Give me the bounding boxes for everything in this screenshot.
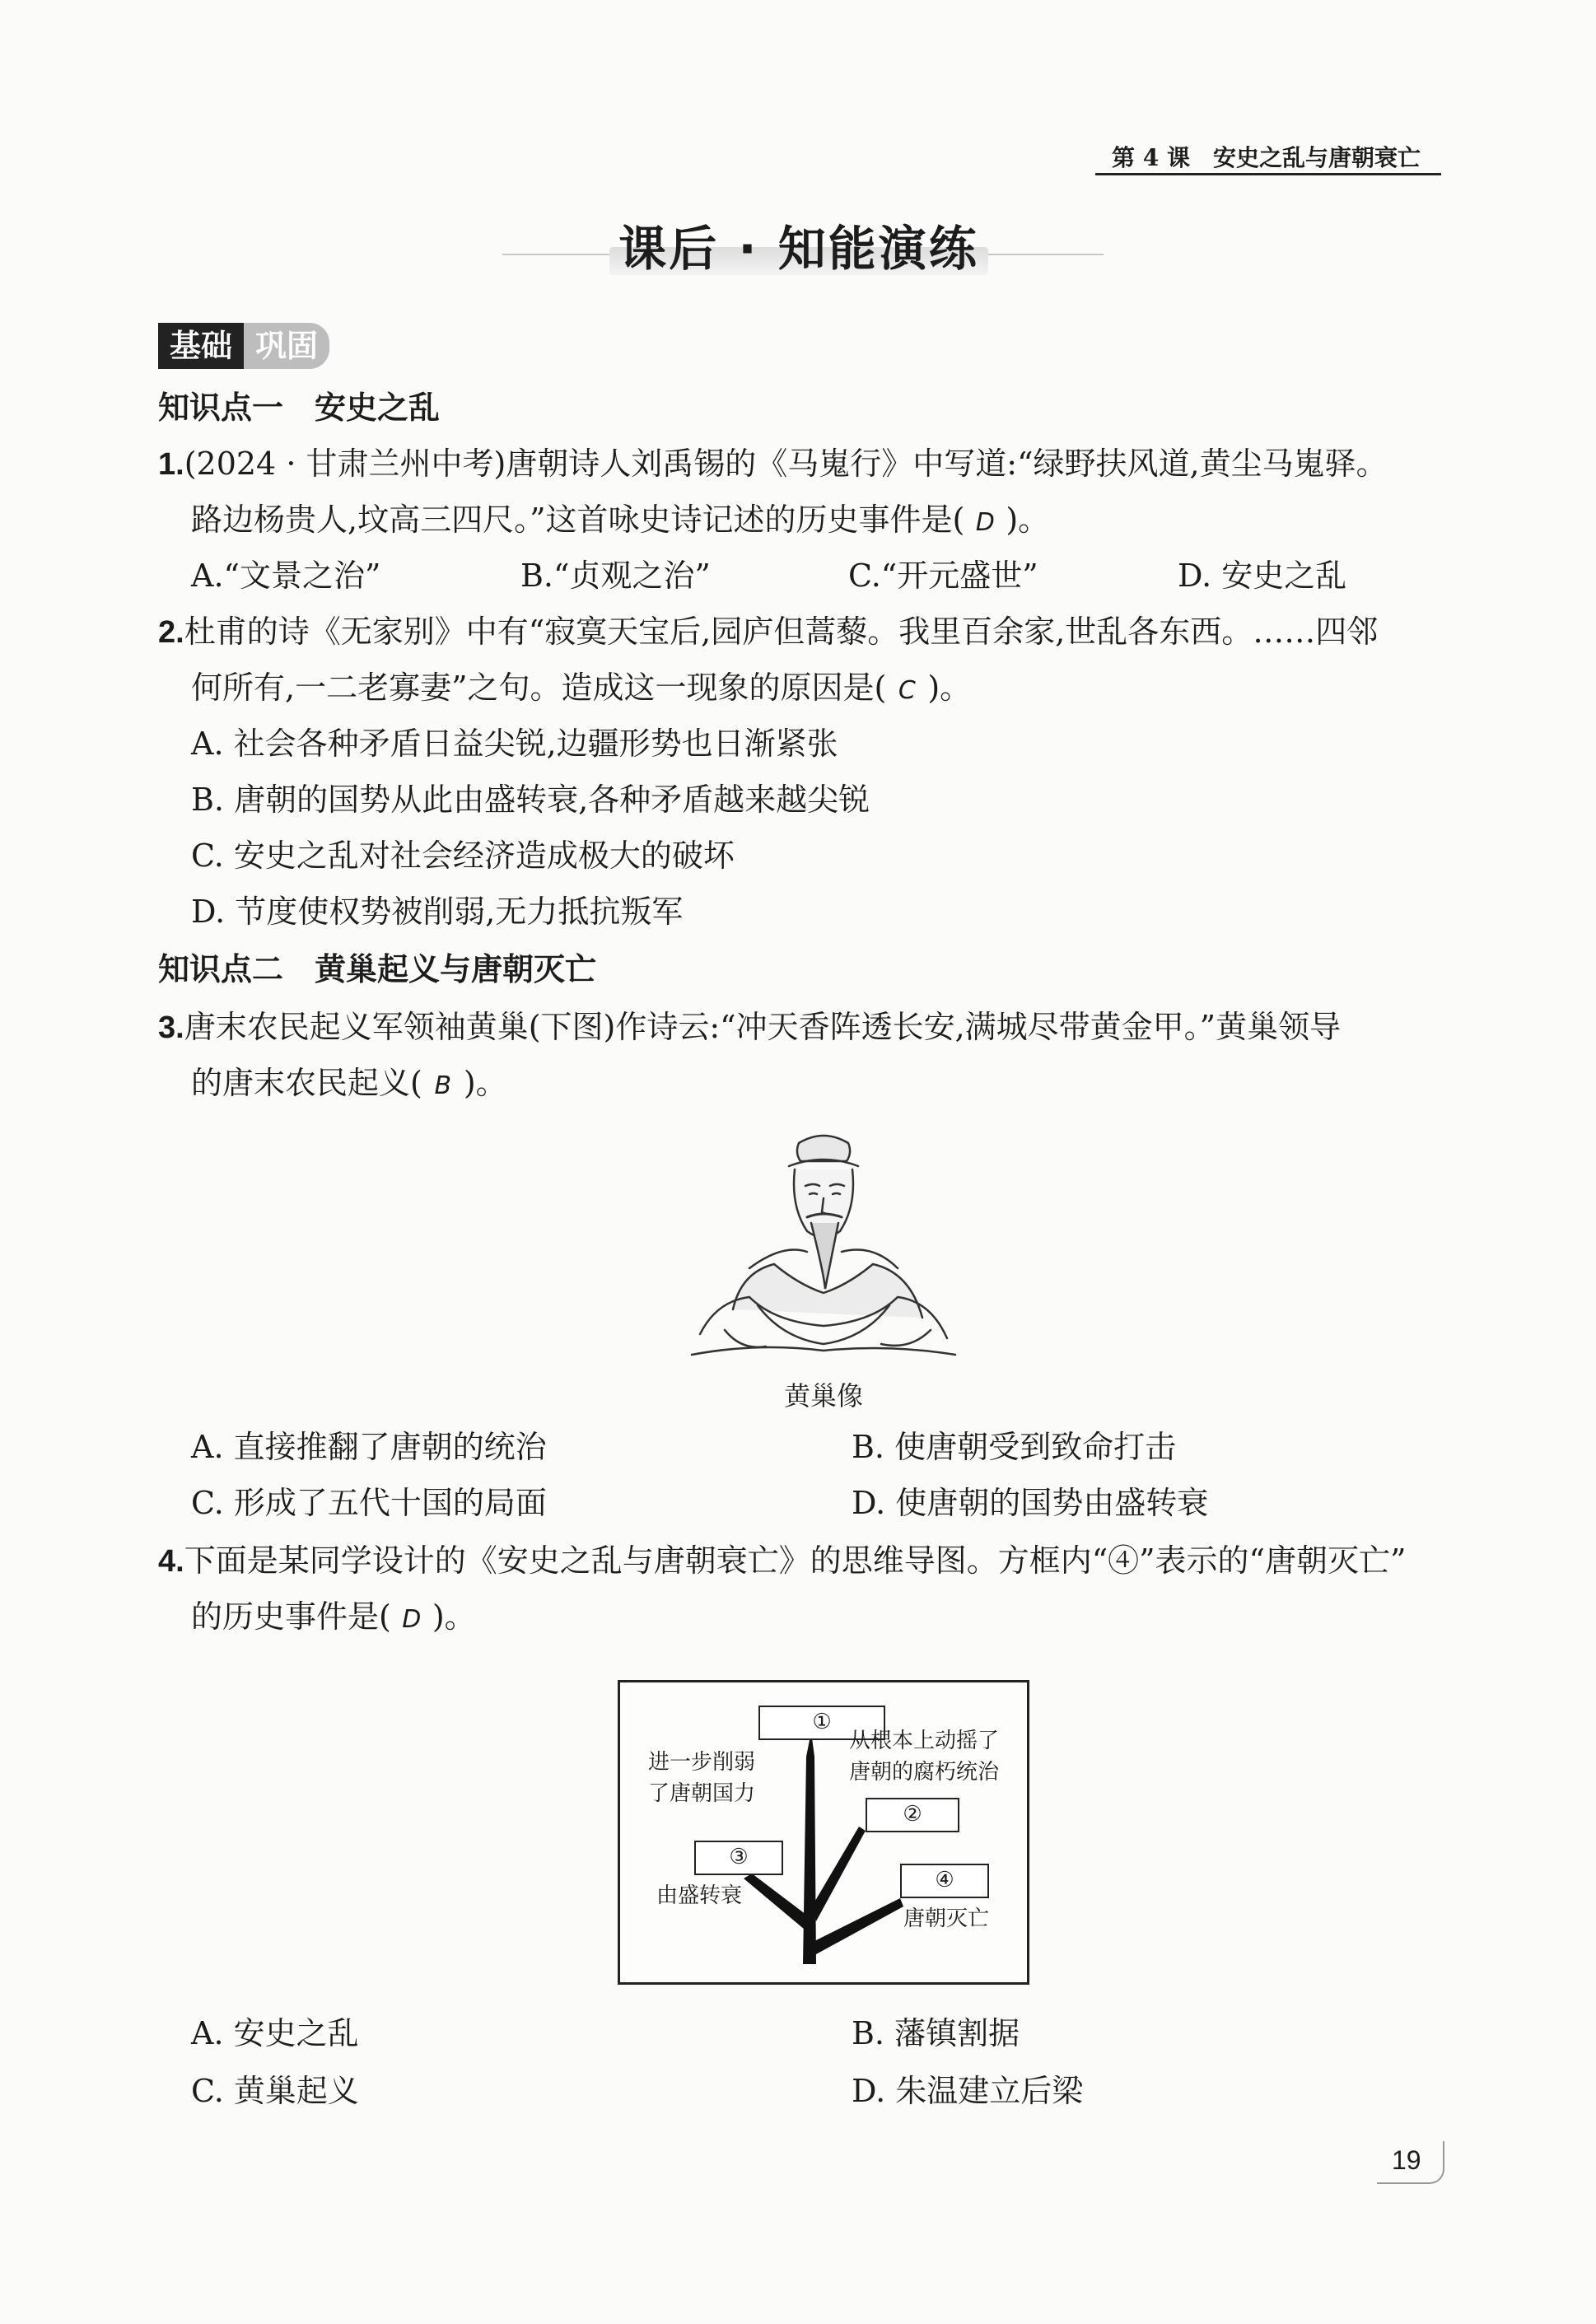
- mind-map-label-d: 唐朝灭亡: [903, 1906, 990, 1931]
- question-2-text-2: 何所有,一二老寡妻”之句。造成这一现象的原因是(: [191, 670, 887, 706]
- section-badge-part2: 巩固: [244, 323, 329, 369]
- mind-map-box-2: ②: [866, 1798, 959, 1832]
- banner-title: 课后 · 知能演练: [618, 221, 979, 277]
- huang-chao-portrait: [684, 1128, 964, 1367]
- portrait-caption: 黄巢像: [783, 1380, 863, 1412]
- question-2-line-1: [158, 611, 1378, 653]
- mind-map-box-3: ③: [694, 1841, 783, 1875]
- mind-map-label-a-2: 了唐朝国力: [648, 1781, 756, 1806]
- question-4-text-1: 下面是某同学设计的《安史之乱与唐朝衰亡》的思维导图。方框内“④”表示的“唐朝灭亡”: [184, 1542, 1407, 1579]
- lesson-header: 第 4 课 安史之乱与唐朝衰亡: [1112, 144, 1421, 171]
- question-1-number: 1.: [158, 447, 184, 482]
- question-4-option-a: A. 安史之乱: [191, 2015, 359, 2051]
- mind-map-box-1: ①: [758, 1706, 885, 1740]
- question-1-text-2: 路边杨贵人,坟高三四尺。”这首咏史诗记述的历史事件是(: [191, 502, 965, 538]
- question-1-option-c: C.“开元盛世”: [848, 558, 1038, 594]
- question-3-line-1: [158, 1006, 1341, 1048]
- header-rule: [1095, 173, 1441, 175]
- question-1-tail: )。: [1006, 502, 1050, 538]
- mind-map: [618, 1680, 1029, 1985]
- question-2-line-2: [191, 667, 971, 712]
- question-3-option-b: B. 使唐朝受到致命打击: [852, 1429, 1177, 1465]
- question-1-option-a: A.“文景之治”: [191, 558, 381, 594]
- mind-map-label-a-1: 进一步削弱: [648, 1750, 756, 1775]
- question-2-option-a: A. 社会各种矛盾日益尖锐,边疆形势也日渐紧张: [191, 726, 838, 762]
- question-4-line-1: [158, 1540, 1406, 1582]
- question-2-option-c: C. 安史之乱对社会经济造成极大的破坏: [191, 838, 735, 874]
- question-3-text-1: 唐末农民起义军领袖黄巢(下图)作诗云:“冲天香阵透长安,满城尽带黄金甲。”黄巢领导: [184, 1009, 1342, 1045]
- question-3-text-2: 的唐末农民起义(: [191, 1065, 422, 1101]
- question-2-number: 2.: [158, 615, 184, 650]
- knowledge-point-1: 知识点一 安史之乱: [158, 390, 441, 426]
- mind-map-label-b-2: 唐朝的腐朽统治: [849, 1760, 1000, 1785]
- question-3-number: 3.: [158, 1010, 184, 1045]
- mind-map-box-4: ④: [900, 1864, 989, 1898]
- question-2-tail: )。: [927, 670, 972, 706]
- mind-map-label-b-1: 从根本上动摇了: [849, 1729, 1000, 1753]
- question-1-line-2: [191, 499, 1049, 544]
- question-1-option-b: B.“贞观之治”: [520, 558, 711, 594]
- banner-rule-left: [502, 254, 609, 255]
- question-3-option-a: A. 直接推翻了唐朝的统治: [191, 1429, 547, 1465]
- question-4-text-2: 的历史事件是(: [191, 1598, 391, 1635]
- question-3-answer: B: [434, 1071, 452, 1100]
- question-2-option-b: B. 唐朝的国势从此由盛转衰,各种矛盾越来越尖锐: [191, 782, 870, 818]
- question-1-text-1: (2024 · 甘肃兰州中考)唐朝诗人刘禹锡的《马嵬行》中写道:“绿野扶风道,黄尘马嵬驿。: [184, 446, 1388, 482]
- banner-rule-right: [988, 254, 1104, 255]
- question-4-option-b: B. 藩镇割据: [852, 2015, 1020, 2051]
- question-4-option-d: D. 朱温建立后梁: [852, 2073, 1084, 2109]
- question-3-option-c: C. 形成了五代十国的局面: [191, 1485, 547, 1521]
- knowledge-point-2: 知识点二 黄巢起义与唐朝灭亡: [158, 951, 597, 987]
- question-4-number: 4.: [158, 1544, 184, 1579]
- question-2-option-d: D. 节度使权势被削弱,无力抵抗叛军: [191, 894, 684, 930]
- question-2-text-1: 杜甫的诗《无家别》中有“寂寞天宝后,园庐但蒿藜。我里百余家,世乱各东西。……四邻: [184, 614, 1379, 650]
- question-4-line-2: [191, 1596, 476, 1640]
- question-3-line-2: [191, 1062, 507, 1107]
- question-4-answer: D: [402, 1605, 422, 1634]
- question-2-answer: C: [898, 676, 916, 705]
- question-4-tail: )。: [432, 1598, 476, 1635]
- page-number: 19: [1392, 2145, 1421, 2175]
- question-3-tail: )。: [463, 1065, 507, 1101]
- question-1-line-1: [158, 443, 1388, 485]
- question-1-option-d: D. 安史之乱: [1178, 558, 1347, 594]
- question-4-option-c: C. 黄巢起义: [191, 2073, 359, 2109]
- section-badge-part1: 基础: [158, 323, 244, 369]
- mind-map-label-c: 由盛转衰: [656, 1883, 743, 1908]
- question-3-option-d: D. 使唐朝的国势由盛转衰: [852, 1485, 1209, 1521]
- question-1-answer: D: [975, 508, 995, 537]
- section-badge: [158, 323, 329, 369]
